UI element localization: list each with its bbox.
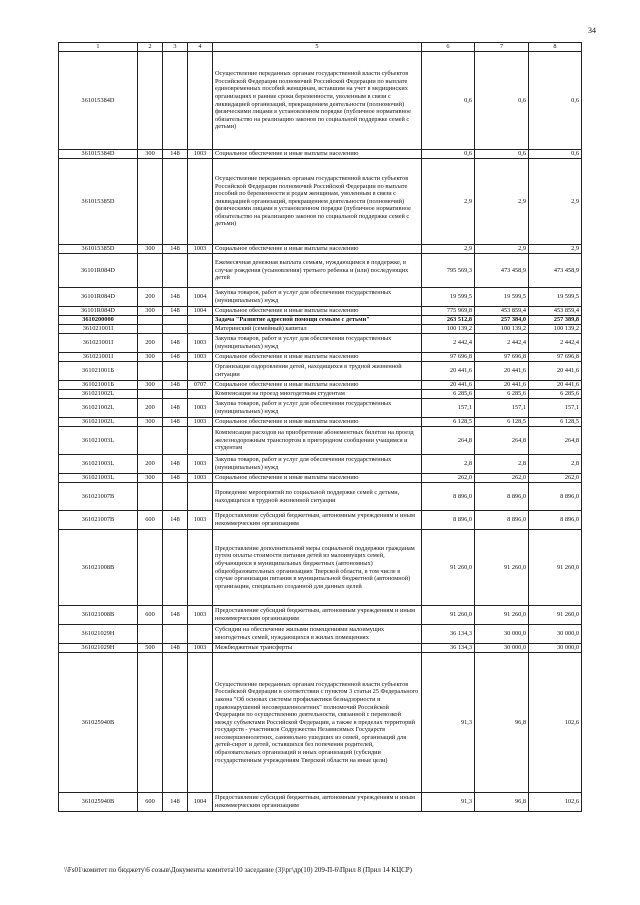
row-code: 361021003L <box>59 455 138 474</box>
row-subsection <box>188 483 213 511</box>
row-subsection: 1003 <box>188 606 213 625</box>
row-code: 361021029H <box>59 625 138 644</box>
row-section <box>163 316 188 325</box>
row-group: 300 <box>138 353 163 362</box>
row-section <box>163 625 188 644</box>
row-description: Закупка товаров, работ и услуг для обеспечения государственных (муниципальных) нужд <box>213 288 422 307</box>
table-row <box>59 427 582 455</box>
row-group <box>138 325 163 334</box>
row-group <box>138 530 163 606</box>
row-group: 300 <box>138 150 163 159</box>
row-value-year2: 8 896,0 <box>475 511 529 530</box>
row-value-year1: 36 134,3 <box>422 644 475 653</box>
table-row <box>59 399 582 418</box>
table-row <box>59 353 582 362</box>
row-subsection: 1003 <box>188 455 213 474</box>
table-row <box>59 362 582 381</box>
header-cell: 2 <box>138 43 163 52</box>
row-value-year2: 2 442,4 <box>475 334 529 353</box>
row-value-year2: 2,9 <box>475 159 529 245</box>
row-group: 300 <box>138 381 163 390</box>
row-code: 361015384D <box>59 150 138 159</box>
row-subsection: 1003 <box>188 399 213 418</box>
row-code: 361021007B <box>59 483 138 511</box>
row-value-year2: 6 128,5 <box>475 418 529 427</box>
row-value-year2: 30 000,0 <box>475 625 529 644</box>
header-row <box>59 43 582 52</box>
row-value-year1: 19 599,5 <box>422 288 475 307</box>
table-row <box>59 316 582 325</box>
row-description: Предоставление дополнительной меры социальной поддержки гражданам путем оплаты стоимости питания детей из малоимущих семей, обучающихся в муниципальных бюджетных (автономных) общеобразовательных организациях Тверской области, в том числе в случае организации питания в муниципальной бюджетной (автономной) организации, специально созданной для данных целей <box>213 530 422 606</box>
row-subsection <box>188 159 213 245</box>
row-code: 361015385D <box>59 245 138 254</box>
row-description: Предоставление субсидий бюджетным, автономным учреждениям и иным некоммерческим организациям <box>213 793 422 812</box>
row-description: Предоставление субсидий бюджетным, автономным учреждениям и иным некоммерческим организациям <box>213 606 422 625</box>
row-value-year3: 19 599,5 <box>529 288 582 307</box>
row-group <box>138 159 163 245</box>
row-group <box>138 362 163 381</box>
row-subsection: 1003 <box>188 353 213 362</box>
row-section: 148 <box>163 511 188 530</box>
row-value-year3: 102,6 <box>529 793 582 812</box>
row-value-year1: 91,3 <box>422 793 475 812</box>
row-value-year3: 91 260,0 <box>529 606 582 625</box>
row-code: 361021029H <box>59 644 138 653</box>
header-cell: 1 <box>59 43 138 52</box>
table-row <box>59 390 582 399</box>
table-row <box>59 159 582 245</box>
row-subsection <box>188 653 213 793</box>
row-section: 148 <box>163 474 188 483</box>
row-subsection: 1004 <box>188 793 213 812</box>
row-code: 361021001I <box>59 353 138 362</box>
table-row <box>59 381 582 390</box>
table-row <box>59 418 582 427</box>
row-section <box>163 362 188 381</box>
row-value-year2: 262,0 <box>475 474 529 483</box>
row-subsection <box>188 625 213 644</box>
row-value-year2: 91 260,0 <box>475 606 529 625</box>
row-section: 148 <box>163 334 188 353</box>
row-group <box>138 390 163 399</box>
row-value-year3: 6 285,6 <box>529 390 582 399</box>
table-row <box>59 530 582 606</box>
row-value-year2: 473 458,9 <box>475 254 529 288</box>
row-value-year3: 20 441,6 <box>529 362 582 381</box>
row-value-year1: 264,8 <box>422 427 475 455</box>
row-section: 148 <box>163 150 188 159</box>
table-row <box>59 606 582 625</box>
row-description: Организация оздоровления детей, находящихся в трудной жизненной ситуации <box>213 362 422 381</box>
row-description: Проведение мероприятий по социальной поддержке семей с детьми, находящихся в трудной жизненной ситуации <box>213 483 422 511</box>
row-value-year1: 91 260,0 <box>422 606 475 625</box>
row-value-year2: 257 384,0 <box>475 316 529 325</box>
row-value-year1: 36 134,3 <box>422 625 475 644</box>
row-value-year3: 30 000,0 <box>529 644 582 653</box>
row-value-year1: 157,1 <box>422 399 475 418</box>
row-group <box>138 625 163 644</box>
row-section: 148 <box>163 606 188 625</box>
row-section <box>163 427 188 455</box>
row-value-year2: 6 285,6 <box>475 390 529 399</box>
row-code: 361015384D <box>59 52 138 150</box>
row-value-year1: 8 896,0 <box>422 511 475 530</box>
row-group: 600 <box>138 606 163 625</box>
row-description: Социальное обеспечение и иные выплаты населению <box>213 353 422 362</box>
header-cell: 4 <box>188 43 213 52</box>
row-value-year3: 2,8 <box>529 455 582 474</box>
row-group: 200 <box>138 399 163 418</box>
row-value-year2: 0,6 <box>475 52 529 150</box>
table-row <box>59 474 582 483</box>
header-cell: 7 <box>475 43 529 52</box>
row-value-year3: 2,9 <box>529 159 582 245</box>
table-row <box>59 325 582 334</box>
row-code: 361021007B <box>59 511 138 530</box>
table-row <box>59 511 582 530</box>
row-value-year3: 0,6 <box>529 52 582 150</box>
row-section: 148 <box>163 455 188 474</box>
row-value-year3: 157,1 <box>529 399 582 418</box>
row-value-year2: 20 441,6 <box>475 362 529 381</box>
row-value-year1: 2,8 <box>422 455 475 474</box>
row-value-year1: 6 285,6 <box>422 390 475 399</box>
row-description: Ежемесячная денежная выплата семьям, нуждающимся в поддержке, в случае рождения (усыновления) третьего ребенка и (или) последующих детей <box>213 254 422 288</box>
table-row <box>59 288 582 307</box>
row-description: Субсидии на обеспечение жилыми помещениями малоимущих многодетных семей, нуждающихся в жилых помещениях <box>213 625 422 644</box>
row-section: 148 <box>163 288 188 307</box>
row-group <box>138 653 163 793</box>
row-value-year3: 0,6 <box>529 150 582 159</box>
row-code: 36101R084D <box>59 254 138 288</box>
row-section: 148 <box>163 644 188 653</box>
row-value-year1: 262,0 <box>422 474 475 483</box>
row-value-year2: 264,8 <box>475 427 529 455</box>
row-subsection: 1003 <box>188 150 213 159</box>
row-code: 36101R084D <box>59 288 138 307</box>
row-description: Социальное обеспечение и иные выплаты населению <box>213 307 422 316</box>
row-subsection <box>188 390 213 399</box>
budget-table <box>58 42 582 812</box>
row-description: Социальное обеспечение и иные выплаты населению <box>213 474 422 483</box>
row-group: 600 <box>138 511 163 530</box>
row-group: 200 <box>138 288 163 307</box>
row-code: 361021008B <box>59 606 138 625</box>
row-subsection: 0707 <box>188 381 213 390</box>
row-value-year3: 100 139,2 <box>529 325 582 334</box>
row-code: 361021003L <box>59 474 138 483</box>
row-code: 361021003L <box>59 427 138 455</box>
row-section: 148 <box>163 418 188 427</box>
row-section <box>163 483 188 511</box>
header-cell: 5 <box>213 43 422 52</box>
row-group: 600 <box>138 793 163 812</box>
row-group <box>138 483 163 511</box>
row-value-year2: 0,6 <box>475 150 529 159</box>
row-description: Социальное обеспечение и иные выплаты населению <box>213 245 422 254</box>
row-value-year1: 2,9 <box>422 159 475 245</box>
row-value-year2: 96,8 <box>475 793 529 812</box>
row-value-year2: 100 139,2 <box>475 325 529 334</box>
table-row <box>59 150 582 159</box>
row-group <box>138 427 163 455</box>
table-row <box>59 793 582 812</box>
row-section <box>163 254 188 288</box>
row-description: Закупка товаров, работ и услуг для обеспечения государственных (муниципальных) нужд <box>213 399 422 418</box>
table-row <box>59 455 582 474</box>
row-code: 361025940B <box>59 793 138 812</box>
row-value-year1: 20 441,6 <box>422 362 475 381</box>
row-value-year1: 2 442,4 <box>422 334 475 353</box>
row-value-year3: 30 000,0 <box>529 625 582 644</box>
table-row <box>59 52 582 150</box>
row-group: 200 <box>138 334 163 353</box>
row-value-year3: 91 260,0 <box>529 530 582 606</box>
row-code: 361015385D <box>59 159 138 245</box>
row-value-year2: 2,9 <box>475 245 529 254</box>
row-subsection: 1003 <box>188 644 213 653</box>
row-code: 361021001I <box>59 325 138 334</box>
header-cell: 8 <box>529 43 582 52</box>
row-description: Компенсация на проезд многодетным студентам <box>213 390 422 399</box>
row-description: Материнский (семейный) капитал <box>213 325 422 334</box>
row-value-year3: 8 896,0 <box>529 483 582 511</box>
row-value-year3: 473 458,9 <box>529 254 582 288</box>
row-group: 300 <box>138 418 163 427</box>
table-row <box>59 625 582 644</box>
row-value-year2: 157,1 <box>475 399 529 418</box>
row-group <box>138 254 163 288</box>
row-section: 148 <box>163 793 188 812</box>
file-path-footer: \\Fs01\комитет по бюджету\6 созыв\Документы комитета\10 заседание (3)\рг\др(10) 209-П-6\Прил 8 (Прил 14 КЦСР) <box>64 866 413 874</box>
row-subsection: 1004 <box>188 307 213 316</box>
row-code: 361021001I <box>59 334 138 353</box>
row-code: 361021001Б <box>59 381 138 390</box>
row-description: Закупка товаров, работ и услуг для обеспечения государственных (муниципальных) нужд <box>213 455 422 474</box>
row-description: Осуществление переданных органам государственной власти субъектов Российской Федерации полномочий Российской Федерации по выплате пособий по беременности и родам женщинам, уволенным в связи с ликвидацией организаций, прекращением деятельности (полномочий) физическими лицами в установленном порядке (публичное нормативное обязательство на реализацию законов по социальной поддержке семей с детьми) <box>213 159 422 245</box>
row-description: Социальное обеспечение и иные выплаты населению <box>213 150 422 159</box>
row-subsection <box>188 530 213 606</box>
row-value-year1: 97 696,8 <box>422 353 475 362</box>
row-group: 500 <box>138 644 163 653</box>
row-value-year1: 8 896,0 <box>422 483 475 511</box>
row-section: 148 <box>163 353 188 362</box>
row-subsection: 1003 <box>188 474 213 483</box>
row-value-year1: 775 969,8 <box>422 307 475 316</box>
row-group: 300 <box>138 245 163 254</box>
row-value-year3: 102,6 <box>529 653 582 793</box>
row-description: Предоставление субсидий бюджетным, автономным учреждениям и иным некоммерческим организациям <box>213 511 422 530</box>
table-row <box>59 483 582 511</box>
row-code: 36101R084D <box>59 307 138 316</box>
row-subsection: 1003 <box>188 245 213 254</box>
row-value-year1: 91 260,0 <box>422 530 475 606</box>
row-value-year3: 2,9 <box>529 245 582 254</box>
row-value-year1: 100 139,2 <box>422 325 475 334</box>
page-number: 34 <box>588 26 596 35</box>
row-code: 361021002L <box>59 418 138 427</box>
table-row <box>59 644 582 653</box>
row-subsection: 1003 <box>188 418 213 427</box>
row-value-year1: 20 441,6 <box>422 381 475 390</box>
row-value-year2: 20 441,6 <box>475 381 529 390</box>
row-value-year1: 6 128,5 <box>422 418 475 427</box>
table-row <box>59 245 582 254</box>
row-value-year3: 6 128,5 <box>529 418 582 427</box>
row-section <box>163 530 188 606</box>
row-value-year1: 0,6 <box>422 52 475 150</box>
row-value-year1: 0,6 <box>422 150 475 159</box>
row-value-year1: 795 569,3 <box>422 254 475 288</box>
row-group: 300 <box>138 307 163 316</box>
row-subsection: 1003 <box>188 511 213 530</box>
row-description: Осуществление переданных органам государственной власти субъектов Российской Федерации полномочий Российской Федерации по выплате единовременных пособий женщинам, вставшим на учет в медицинских организациях в ранние сроки беременности, уволенным в связи с ликвидацией организаций, прекращением деятельности (полномочий) физическими лицами в установленном порядке (публичное нормативное обязательство на реализацию законов по социальной поддержке семей с детьми) <box>213 52 422 150</box>
row-value-year1: 263 512,8 <box>422 316 475 325</box>
row-subsection <box>188 316 213 325</box>
row-section <box>163 653 188 793</box>
row-value-year2: 19 599,5 <box>475 288 529 307</box>
row-section: 148 <box>163 245 188 254</box>
row-value-year3: 262,0 <box>529 474 582 483</box>
row-section <box>163 325 188 334</box>
row-value-year1: 2,9 <box>422 245 475 254</box>
row-code: 361021001Б <box>59 362 138 381</box>
row-value-year3: 257 389,8 <box>529 316 582 325</box>
row-code: 3610200000 <box>59 316 138 325</box>
row-description: Задача "Развитие адресной помощи семьям с детьми" <box>213 316 422 325</box>
row-value-year3: 264,8 <box>529 427 582 455</box>
row-value-year2: 453 859,4 <box>475 307 529 316</box>
row-value-year2: 91 260,0 <box>475 530 529 606</box>
row-section: 148 <box>163 307 188 316</box>
row-section: 148 <box>163 381 188 390</box>
row-value-year1: 91,3 <box>422 653 475 793</box>
row-subsection <box>188 427 213 455</box>
table-row <box>59 653 582 793</box>
row-group <box>138 316 163 325</box>
row-description: Социальное обеспечение и иные выплаты населению <box>213 381 422 390</box>
row-subsection <box>188 325 213 334</box>
row-description: Социальное обеспечение и иные выплаты населению <box>213 418 422 427</box>
header-cell: 6 <box>422 43 475 52</box>
row-value-year2: 97 696,8 <box>475 353 529 362</box>
header-cell: 3 <box>163 43 188 52</box>
row-description: Закупка товаров, работ и услуг для обеспечения государственных (муниципальных) нужд <box>213 334 422 353</box>
row-section <box>163 159 188 245</box>
row-value-year3: 8 896,0 <box>529 511 582 530</box>
row-group: 200 <box>138 455 163 474</box>
row-value-year2: 96,8 <box>475 653 529 793</box>
table-row <box>59 307 582 316</box>
table-row <box>59 254 582 288</box>
row-group <box>138 52 163 150</box>
row-subsection: 1003 <box>188 334 213 353</box>
row-section <box>163 390 188 399</box>
row-description: Осуществление переданных органам государственной власти субъектов Российской Федерации в соответствии с пунктом 3 статьи 25 Федерального закона "Об основах системы профилактики безнадзорности и правонарушений несовершеннолетних" полномочий Российской Федерации по осуществлению деятельности, связанной с перевозкой между субъектами Российской Федерации, а также в пределах территорий государств - участников Содружества Независимых Государств несовершеннолетних, самовольно ушедших из семей, организаций для детей-сирот и детей, оставшихся без попечения родителей, образовательных организаций и иных организаций (субсидии государственным учреждениям Тверской области на иные цели) <box>213 653 422 793</box>
row-code: 361021002L <box>59 399 138 418</box>
row-section: 148 <box>163 399 188 418</box>
row-value-year3: 2 442,4 <box>529 334 582 353</box>
row-group: 300 <box>138 474 163 483</box>
row-description: Компенсация расходов на приобретение абонементных билетов на проезд железнодорожным транспортом в пригородном сообщении учащимся и студентам <box>213 427 422 455</box>
row-description: Межбюджетные трансферты <box>213 644 422 653</box>
row-value-year3: 97 696,8 <box>529 353 582 362</box>
row-subsection <box>188 254 213 288</box>
row-subsection <box>188 52 213 150</box>
row-subsection <box>188 362 213 381</box>
row-code: 361021008B <box>59 530 138 606</box>
row-value-year2: 8 896,0 <box>475 483 529 511</box>
row-value-year3: 20 441,6 <box>529 381 582 390</box>
row-code: 361021002L <box>59 390 138 399</box>
table-row <box>59 334 582 353</box>
row-value-year3: 453 859,4 <box>529 307 582 316</box>
row-value-year2: 2,8 <box>475 455 529 474</box>
row-section <box>163 52 188 150</box>
row-code: 361025940B <box>59 653 138 793</box>
row-subsection: 1004 <box>188 288 213 307</box>
row-value-year2: 30 000,0 <box>475 644 529 653</box>
